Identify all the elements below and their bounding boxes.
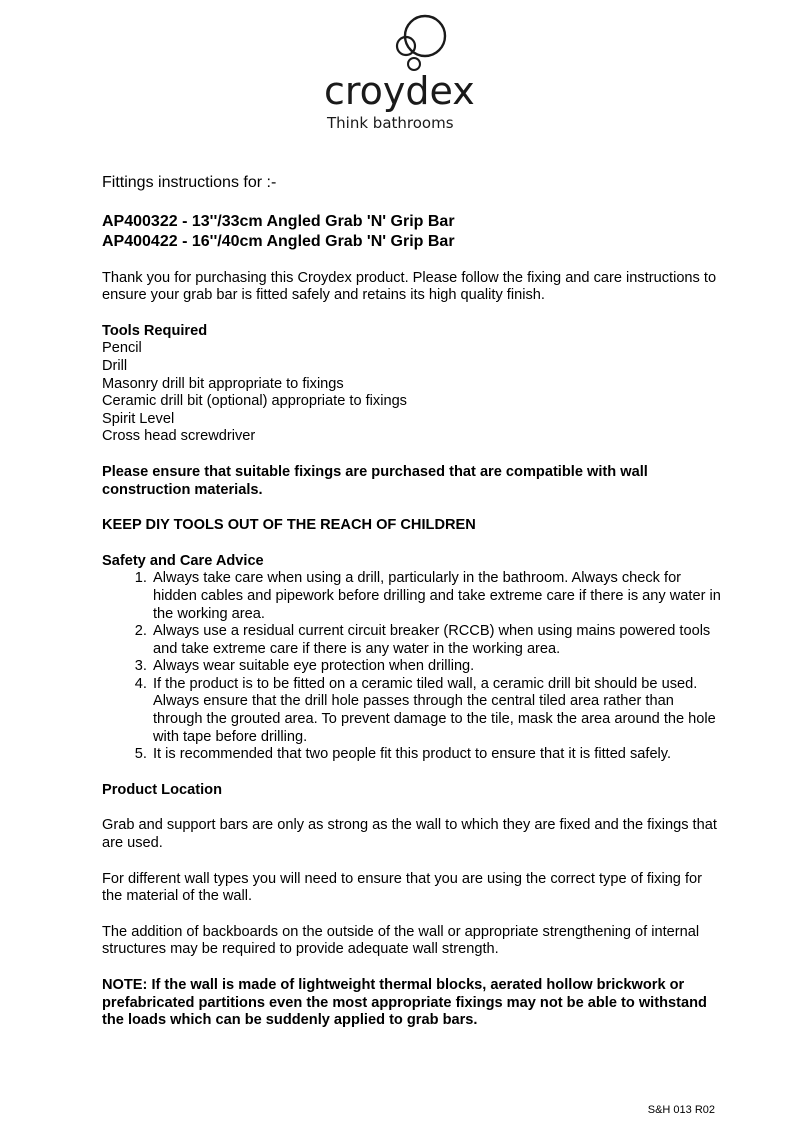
thank-you-text: Thank you for purchasing this Croydex product. Please follow the fixing and care instructions to ensure your grab bar is fitted safely and retains its high quality finish.: [102, 269, 717, 304]
safety-item: 5. It is recommended that two people fit this product to ensure that it is fitted safely.: [151, 746, 722, 764]
location-paragraph: For different wall types you will need to ensure that you are using the correct type of fixing for the material of the wall.: [102, 870, 703, 905]
safety-item: 1. Always take care when using a drill, particularly in the bathroom. Always check for hidden cables and pipework before drilling and take extreme care if there is any water in the working area.: [151, 570, 722, 623]
safety-item: 4. If the product is to be fitted on a ceramic tiled wall, a ceramic drill bit should be used. Always ensure that the drill hole passes through the central tiled area rather than through the grouted area. To prevent damage to the tile, mask the area around the hole with tape before drilling.: [151, 676, 722, 746]
safety-list: [102, 570, 722, 764]
tool-item: Cross head screwdriver: [102, 428, 256, 445]
tools-heading: Tools Required: [102, 322, 208, 339]
location-paragraph: Grab and support bars are only as strong as the wall to which they are fixed and the fixings that are used.: [102, 817, 717, 852]
safety-heading: Safety and Care Advice: [102, 552, 264, 569]
location-paragraph: The addition of backboards on the outside of the wall or appropriate strengthening of internal structures may be required to provide adequate wall strength.: [102, 923, 700, 958]
brand-name: croydex: [324, 69, 475, 113]
tool-item: Drill: [102, 357, 128, 374]
children-warning: KEEP DIY TOOLS OUT OF THE REACH OF CHILDREN: [102, 517, 476, 534]
tool-item: Masonry drill bit appropriate to fixings: [102, 375, 344, 392]
tool-item: Ceramic drill bit (optional) appropriate to fixings: [102, 393, 407, 410]
tool-item: Pencil: [102, 340, 142, 357]
location-heading: Product Location: [102, 781, 222, 798]
safety-item: 2. Always use a residual current circuit breaker (RCCB) when using mains powered tools and take extreme care if there is any water in the working area.: [151, 623, 722, 658]
instructions-body: [102, 174, 722, 1030]
wall-note: NOTE: If the wall is made of lightweight thermal blocks, aerated hollow brickwork or prefabricated partitions even the most appropriate fixings may not be able to withstand the loads which can be suddenly applied to grab bars.: [102, 977, 707, 1029]
document-code: S&H 013 R02: [647, 1104, 715, 1116]
product-title-2: AP400422 - 16''/40cm Angled Grab 'N' Grip Bar: [102, 232, 455, 250]
croydex-logo: [320, 8, 475, 132]
brand-tagline: Think bathrooms: [327, 114, 454, 132]
intro-label: Fittings instructions for :-: [102, 174, 277, 191]
product-title-1: AP400322 - 13''/33cm Angled Grab 'N' Grip Bar: [102, 212, 455, 230]
tool-item: Spirit Level: [102, 410, 175, 427]
fixings-warning: Please ensure that suitable fixings are purchased that are compatible with wall construction materials.: [102, 463, 648, 498]
safety-item: 3. Always wear suitable eye protection when drilling.: [151, 658, 722, 676]
bubbles-icon: [320, 8, 460, 78]
